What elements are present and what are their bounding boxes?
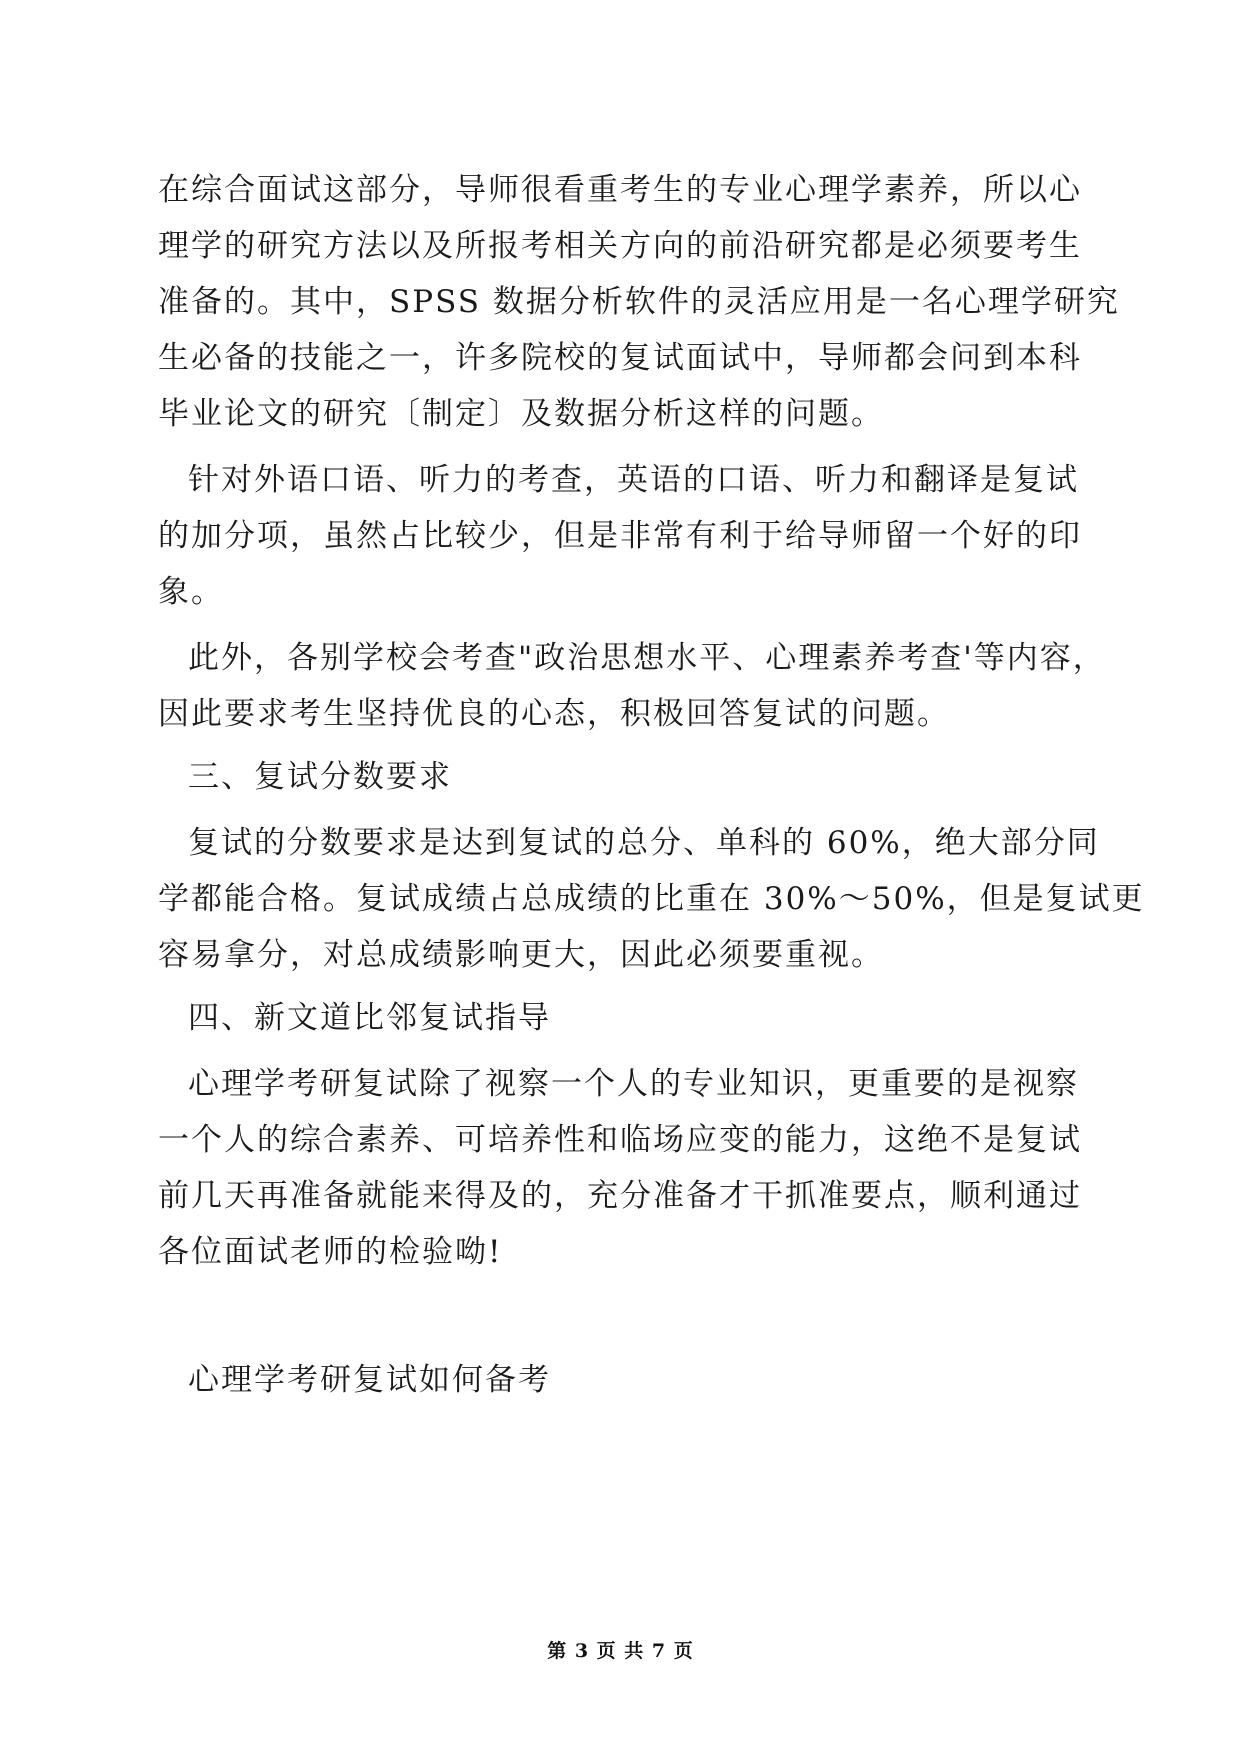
paragraph-line: 准备的。其中，SPSS 数据分析软件的灵活应用是一名心理学研究 bbox=[158, 284, 1120, 320]
page-number-footer: 第 3 页 共 7 页 bbox=[547, 1640, 694, 1662]
paragraph-line: 理学的研究方法以及所报考相关方向的前沿研究都是必须要考生 bbox=[158, 228, 1082, 264]
paragraph-line: 的加分项，虽然占比较少，但是非常有利于给导师留一个好的印 bbox=[158, 518, 1082, 554]
paragraph-line: 容易拿分，对总成绩影响更大，因此必须要重视。 bbox=[158, 937, 884, 973]
paragraph-line: 此外，各别学校会考查"政治思想水平、心理素养考查'等内容， bbox=[188, 640, 1106, 676]
paragraph-line: 一个人的综合素养、可培养性和临场应变的能力，这绝不是复试 bbox=[158, 1122, 1082, 1158]
document-subtitle: 心理学考研复试如何备考 bbox=[188, 1362, 551, 1398]
paragraph-line: 各位面试老师的检验呦! bbox=[158, 1234, 503, 1270]
section-heading: 四、新文道比邻复试指导 bbox=[188, 1000, 551, 1036]
paragraph-line: 毕业论文的研究〔制定〕及数据分析这样的问题。 bbox=[158, 396, 884, 432]
paragraph-line: 复试的分数要求是达到复试的总分、单科的 60%，绝大部分同 bbox=[188, 825, 1100, 861]
paragraph-line: 学都能合格。复试成绩占总成绩的比重在 30%～50%，但是复试更 bbox=[158, 881, 1145, 917]
paragraph-line: 因此要求考生坚持优良的心态，积极回答复试的问题。 bbox=[158, 696, 950, 732]
paragraph-line: 针对外语口语、听力的考查，英语的口语、听力和翻译是复试 bbox=[188, 462, 1079, 498]
paragraph-line: 前几天再准备就能来得及的，充分准备才干抓准要点，顺利通过 bbox=[158, 1178, 1082, 1214]
section-heading: 三、复试分数要求 bbox=[188, 759, 452, 795]
paragraph-line: 心理学考研复试除了视察一个人的专业知识，更重要的是视察 bbox=[188, 1066, 1079, 1102]
paragraph-line: 生必备的技能之一，许多院校的复试面试中，导师都会问到本科 bbox=[158, 340, 1082, 376]
paragraph-line: 在综合面试这部分，导师很看重考生的专业心理学素养，所以心 bbox=[158, 172, 1082, 208]
paragraph-line: 象。 bbox=[158, 574, 224, 610]
